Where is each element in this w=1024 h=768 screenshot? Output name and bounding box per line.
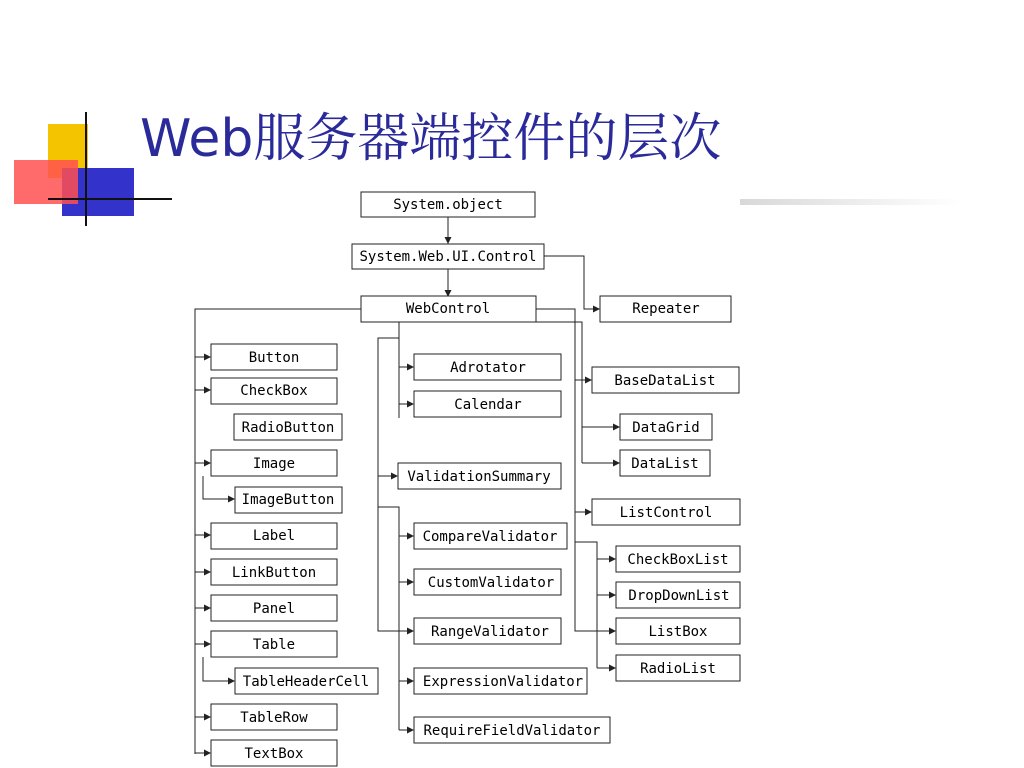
node-calendar (414, 391, 561, 417)
svg-text:BaseDataList: BaseDataList (614, 373, 716, 389)
node-dropdownlist (616, 582, 740, 608)
node-radiobutton (234, 414, 342, 440)
svg-text:Table: Table (252, 637, 296, 653)
svg-text:RadioButton: RadioButton (241, 420, 335, 436)
svg-text:ExpressionValidator: ExpressionValidator (422, 674, 584, 690)
svg-text:Label: Label (252, 528, 296, 544)
node-panel (211, 595, 337, 621)
svg-text:DataList: DataList (631, 456, 699, 472)
svg-text:CompareValidator: CompareValidator (422, 529, 558, 545)
node-requirefieldvalidator (414, 717, 610, 743)
svg-text:RangeValidator: RangeValidator (430, 624, 550, 640)
svg-text:WebControl: WebControl (405, 301, 491, 317)
svg-text:TableRow: TableRow (240, 710, 308, 726)
svg-text:RequireFieldValidator: RequireFieldValidator (423, 723, 601, 739)
node-listbox (616, 618, 740, 644)
svg-text:System.object: System.object (393, 197, 503, 213)
svg-text:TableHeaderCell: TableHeaderCell (242, 674, 370, 690)
node-linkbutton (211, 559, 337, 585)
svg-text:Adrotator: Adrotator (450, 360, 526, 376)
svg-text:CheckBox: CheckBox (240, 383, 308, 399)
node-tableheadercell (235, 668, 378, 694)
node-table (211, 631, 337, 657)
svg-text:LinkButton: LinkButton (231, 565, 317, 581)
svg-text:ValidationSummary: ValidationSummary (407, 469, 551, 485)
svg-text:Button: Button (248, 350, 300, 366)
node-webcontrol (361, 296, 536, 322)
svg-text:ListBox: ListBox (648, 624, 708, 640)
svg-text:RadioList: RadioList (640, 661, 716, 677)
svg-text:DropDownList: DropDownList (628, 588, 730, 604)
node-system-object (361, 192, 535, 217)
node-comparevalidator (414, 523, 567, 549)
svg-text:Image: Image (252, 456, 296, 472)
svg-text:System.Web.UI.Control: System.Web.UI.Control (359, 249, 537, 265)
node-checkboxlist (616, 546, 740, 572)
node-customvalidator (414, 569, 561, 595)
svg-text:CheckBoxList: CheckBoxList (627, 552, 729, 568)
node-system-web-ui-control (352, 244, 544, 269)
svg-text:TextBox: TextBox (244, 746, 304, 762)
svg-text:CustomValidator: CustomValidator (427, 575, 555, 591)
node-datagrid (620, 414, 712, 440)
node-image (211, 450, 337, 476)
svg-text:ImageButton: ImageButton (241, 492, 335, 508)
node-button (211, 344, 337, 370)
node-adrotator (414, 354, 561, 380)
svg-text:Panel: Panel (252, 601, 296, 617)
node-imagebutton (235, 487, 342, 513)
node-checkbox (211, 378, 337, 404)
decorative-logo (14, 112, 172, 226)
node-textbox (211, 740, 337, 766)
node-expressionvalidator (414, 668, 587, 694)
node-listcontrol (592, 499, 740, 525)
slide-title: Web服务器端控件的层次 (140, 109, 722, 169)
svg-text:DataGrid: DataGrid (632, 420, 700, 436)
svg-text:ListControl: ListControl (619, 505, 713, 521)
node-datalist (620, 450, 710, 476)
node-label (211, 523, 337, 549)
node-rangevalidator (414, 618, 561, 644)
node-basedatalist (592, 367, 739, 393)
svg-text:Calendar: Calendar (454, 397, 522, 413)
svg-text:Repeater: Repeater (632, 301, 700, 317)
node-tablerow (211, 704, 337, 730)
node-radiolist (616, 655, 740, 681)
node-validationsummary (398, 463, 561, 489)
node-repeater (600, 296, 731, 322)
